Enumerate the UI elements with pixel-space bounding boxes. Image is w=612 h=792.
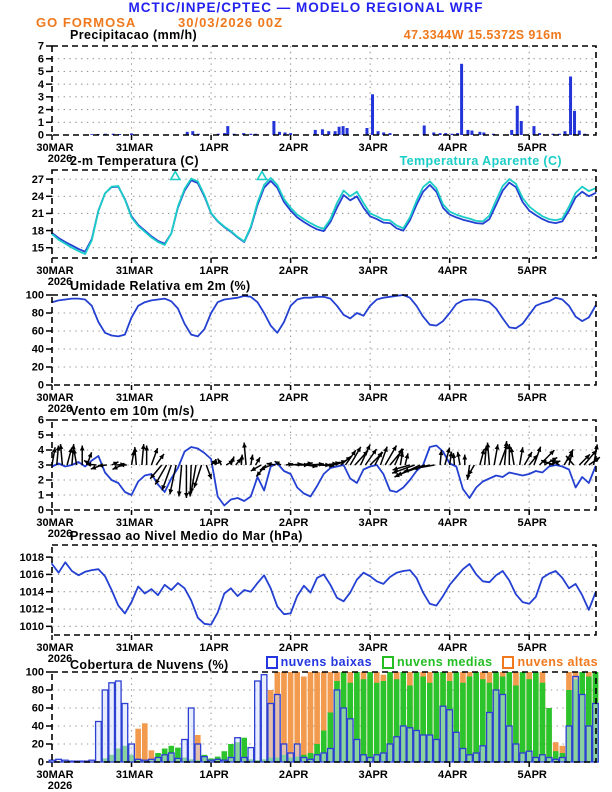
station-coordinates: 47.3344W 15.5372S 916m <box>403 28 562 42</box>
legend-item-high-clouds <box>502 655 598 669</box>
svg-text:2026: 2026 <box>47 528 73 540</box>
svg-text:0: 0 <box>37 504 44 517</box>
svg-text:5APR: 5APR <box>517 142 547 154</box>
svg-text:20: 20 <box>31 738 44 751</box>
svg-text:27: 27 <box>31 173 44 186</box>
panel-temperature-title: 2-m Temperatura (C) <box>70 154 199 168</box>
svg-text:1APR: 1APR <box>199 142 229 154</box>
panel-humidity-header <box>0 279 612 293</box>
svg-text:31MAR: 31MAR <box>115 392 154 404</box>
low-clouds-swatch-icon <box>266 656 278 669</box>
svg-text:18: 18 <box>31 225 44 238</box>
svg-text:4: 4 <box>37 78 44 91</box>
svg-text:4APR: 4APR <box>437 769 468 781</box>
svg-text:0: 0 <box>37 129 44 142</box>
svg-text:21: 21 <box>31 208 44 221</box>
svg-text:1: 1 <box>37 116 44 129</box>
panel-temperature-plot <box>0 162 612 288</box>
svg-text:4APR: 4APR <box>437 642 468 654</box>
svg-text:80: 80 <box>31 684 44 697</box>
svg-text:3APR: 3APR <box>358 517 388 529</box>
svg-text:31MAR: 31MAR <box>115 142 154 154</box>
svg-text:2APR: 2APR <box>278 142 309 154</box>
svg-text:31MAR: 31MAR <box>115 642 154 654</box>
svg-text:2APR: 2APR <box>278 769 309 781</box>
panel-wind-plot <box>0 412 612 540</box>
mid-clouds-swatch-icon <box>382 656 394 669</box>
panel-precipitation-header <box>0 28 612 42</box>
legend-item-low-clouds <box>266 655 372 669</box>
svg-text:1014: 1014 <box>19 586 44 599</box>
svg-text:2: 2 <box>37 104 44 117</box>
svg-text:6: 6 <box>37 414 44 427</box>
panel-pressure-plot <box>0 537 612 665</box>
high-clouds-swatch-icon <box>502 656 514 669</box>
svg-text:30MAR: 30MAR <box>36 769 74 781</box>
svg-text:3APR: 3APR <box>358 265 388 277</box>
svg-text:2026: 2026 <box>47 276 73 288</box>
svg-text:3: 3 <box>37 91 44 104</box>
svg-text:4APR: 4APR <box>437 265 468 277</box>
svg-text:5: 5 <box>37 66 44 79</box>
svg-text:1APR: 1APR <box>199 392 229 404</box>
svg-text:1016: 1016 <box>19 569 44 582</box>
svg-text:5APR: 5APR <box>517 517 547 529</box>
svg-text:3APR: 3APR <box>358 769 388 781</box>
svg-text:5: 5 <box>37 429 44 442</box>
mid-clouds-label: nuvens medias <box>396 655 493 669</box>
station-name: GO FORMOSA <box>36 15 137 30</box>
svg-text:7: 7 <box>37 40 44 53</box>
svg-text:4APR: 4APR <box>437 392 468 404</box>
panel-precipitation-title: Precipitacao (mm/h) <box>70 28 198 42</box>
svg-text:1010: 1010 <box>19 621 44 634</box>
svg-text:0: 0 <box>37 756 44 769</box>
svg-text:2026: 2026 <box>47 153 73 165</box>
svg-text:5APR: 5APR <box>517 265 547 277</box>
panel-cloud-title: Cobertura de Nuvens (%) <box>70 657 229 672</box>
svg-text:15: 15 <box>31 242 44 255</box>
svg-text:2APR: 2APR <box>278 392 309 404</box>
svg-text:2026: 2026 <box>47 403 73 415</box>
svg-text:3: 3 <box>37 459 44 472</box>
panel-humidity-title: Umidade Relativa em 2m (%) <box>70 279 251 293</box>
svg-text:24: 24 <box>31 190 44 203</box>
low-clouds-label: nuvens baixas <box>280 655 372 669</box>
svg-text:1012: 1012 <box>19 603 44 616</box>
svg-text:1: 1 <box>37 489 44 502</box>
panel-cloud-plot <box>0 664 612 792</box>
svg-text:2026: 2026 <box>47 653 73 665</box>
svg-text:80: 80 <box>31 307 44 320</box>
svg-text:4APR: 4APR <box>437 517 468 529</box>
panel-wind-title: Vento em 10m (m/s) <box>70 404 195 418</box>
svg-text:40: 40 <box>31 720 44 733</box>
svg-text:4APR: 4APR <box>437 142 468 154</box>
svg-text:30MAR: 30MAR <box>36 142 74 154</box>
svg-text:2APR: 2APR <box>278 265 309 277</box>
svg-text:0: 0 <box>37 379 44 392</box>
legend-item-mid-clouds <box>382 655 493 669</box>
svg-text:100: 100 <box>25 289 44 302</box>
svg-text:5APR: 5APR <box>517 392 547 404</box>
svg-text:1APR: 1APR <box>199 265 229 277</box>
svg-text:60: 60 <box>31 325 44 338</box>
svg-text:3APR: 3APR <box>358 392 388 404</box>
svg-text:40: 40 <box>31 343 44 356</box>
svg-text:1APR: 1APR <box>199 642 229 654</box>
apparent-temperature-legend: Temperatura Aparente (C) <box>399 154 562 168</box>
svg-text:100: 100 <box>25 666 44 679</box>
svg-text:60: 60 <box>31 702 44 715</box>
high-clouds-label: nuvens altas <box>517 655 598 669</box>
model-title: MCTIC/INPE/CPTEC — MODELO REGIONAL WRF <box>128 0 484 15</box>
cloud-legend <box>266 655 598 669</box>
svg-text:31MAR: 31MAR <box>115 517 154 529</box>
svg-text:2026: 2026 <box>47 780 73 792</box>
svg-text:30MAR: 30MAR <box>36 642 74 654</box>
panel-temperature-header <box>0 154 612 168</box>
svg-text:1APR: 1APR <box>199 517 229 529</box>
svg-text:5APR: 5APR <box>517 642 547 654</box>
svg-text:3APR: 3APR <box>358 642 388 654</box>
svg-text:2: 2 <box>37 474 44 487</box>
panel-precipitation-plot <box>0 38 612 165</box>
svg-text:6: 6 <box>37 53 44 66</box>
svg-text:20: 20 <box>31 361 44 374</box>
svg-text:1APR: 1APR <box>199 769 229 781</box>
svg-text:4: 4 <box>37 444 44 457</box>
panel-cloud-header <box>0 655 612 672</box>
run-datetime: 30/03/2026 00Z <box>178 15 284 30</box>
panel-wind-header <box>0 404 612 418</box>
svg-text:1018: 1018 <box>19 551 44 564</box>
svg-text:31MAR: 31MAR <box>115 769 154 781</box>
svg-text:3APR: 3APR <box>358 142 388 154</box>
svg-text:30MAR: 30MAR <box>36 392 74 404</box>
svg-text:30MAR: 30MAR <box>36 265 74 277</box>
svg-text:2APR: 2APR <box>278 517 309 529</box>
panel-humidity-plot <box>0 287 612 415</box>
panel-pressure-header <box>0 529 612 543</box>
svg-text:31MAR: 31MAR <box>115 265 154 277</box>
svg-text:2APR: 2APR <box>278 642 309 654</box>
svg-text:5APR: 5APR <box>517 769 547 781</box>
svg-text:30MAR: 30MAR <box>36 517 74 529</box>
panel-pressure-title: Pressao ao Nivel Medio do Mar (hPa) <box>70 529 303 543</box>
